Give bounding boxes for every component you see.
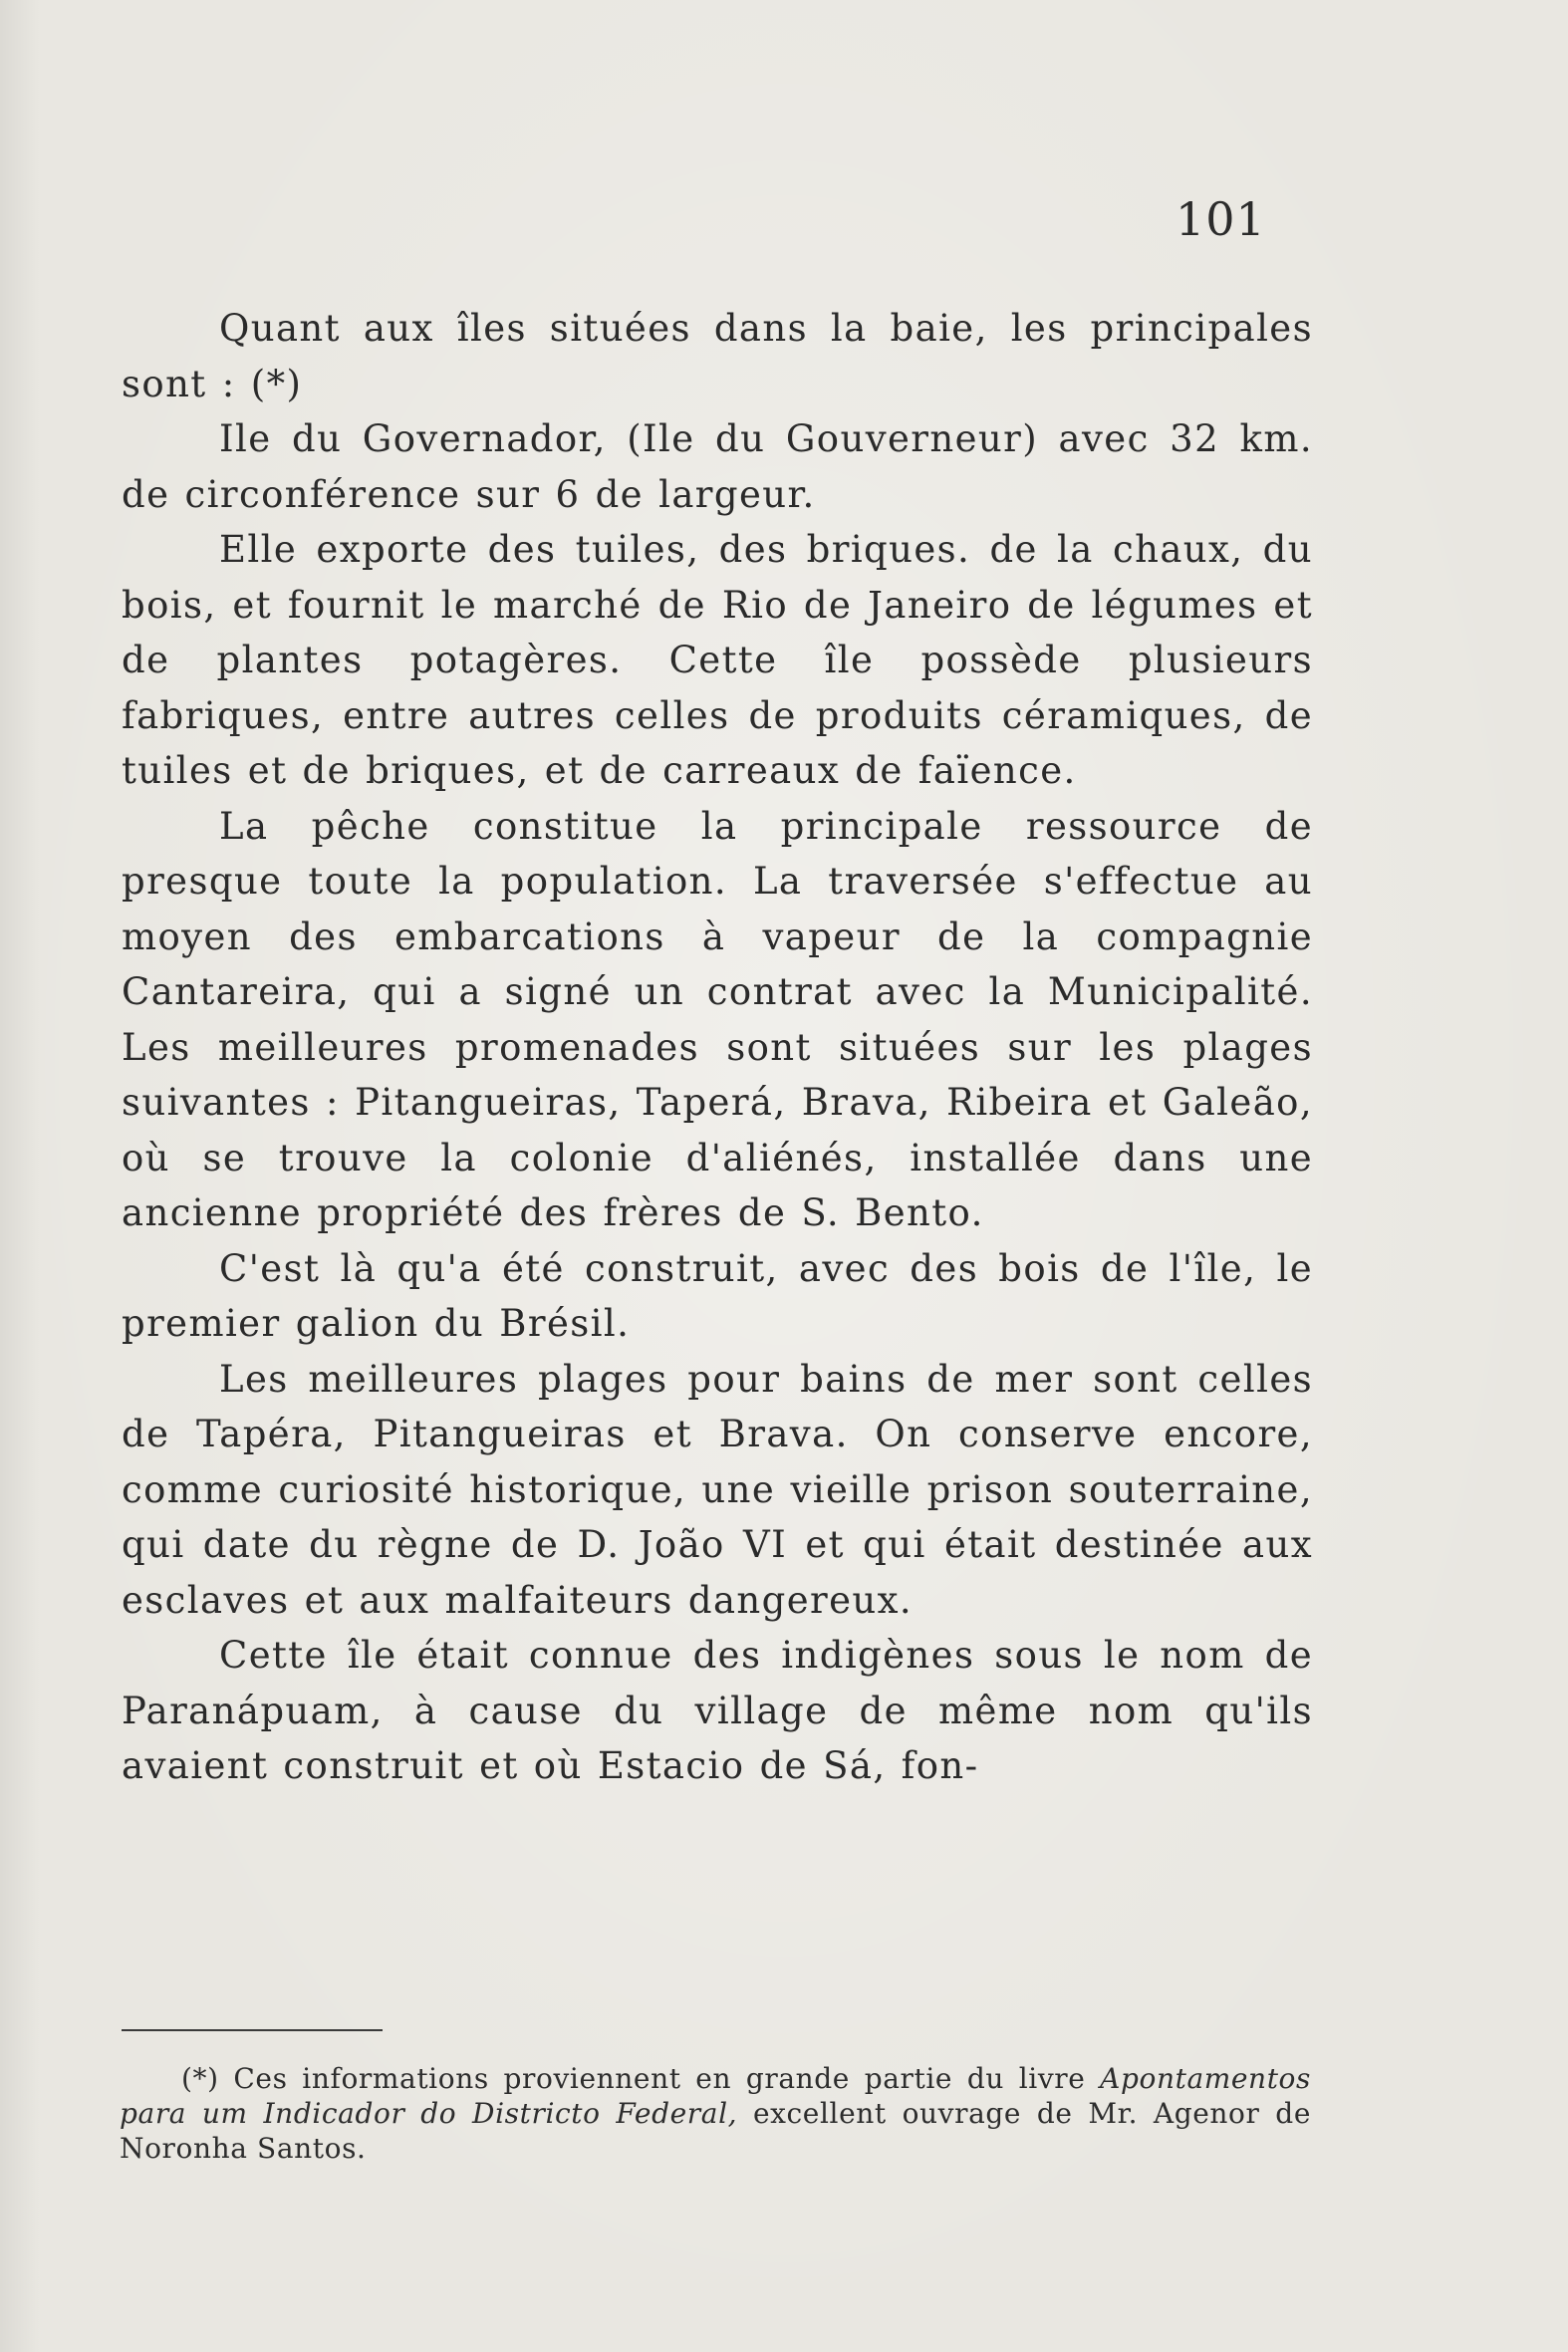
paragraph: Cette île était connue des indigènes sous le nom de Paranápuam, à cause du village de même nom qu'ils avaient construit et où Estacio de Sá, fon- [122,1634,1313,1787]
footnote-lead: (*) Ces informations proviennent en grande partie du livre [181,2062,1086,2095]
footnote-tail: excellent ouvrage de Mr. Agenor de Noronha Santos. [120,2097,1311,2165]
footnote-rule [122,2029,383,2031]
paragraph: Quant aux îles situées dans la baie, les principales sont : (*) [122,307,1313,405]
paragraph: Les meilleures plages pour bains de mer sont celles de Tapéra, Pitangueiras et Brava. On conserve encore, comme curiosité historique, une vieille prison souterraine, qui date du règne de D. João VI et qui était destinée aux esclaves et aux malfaiteurs dangereux. [122,1357,1313,1622]
paragraph: C'est là qu'a été construit, avec des bois de l'île, le premier galion du Brésil. [122,1246,1313,1345]
footnote [120,2061,1311,2166]
footnote-book-title: Apontamentos para um Indicador do Districto Federal, [120,2062,1311,2130]
body-text [122,301,1313,1794]
paragraph: La pêche constitue la principale ressource de presque toute la population. La traversée s'effectue au moyen des embarcations à vapeur de la compagnie Cantareira, qui a signé un contrat avec la Municipalité. Les meilleures promenades sont situées sur les plages suivantes : Pitangueiras, Taperá, Brava, Ribeira et Galeão, où se trouve la colonie d'aliénés, installée dans une ancienne propriété des frères de S. Bento. [122,804,1313,1234]
paragraph: Ile du Governador, (Ile du Gouverneur) avec 32 km. de circonférence sur 6 de largeur. [122,417,1313,516]
paragraph: Elle exporte des tuiles, des briques. de la chaux, du bois, et fournit le marché de Rio de Janeiro de légumes et de plantes potagères. Cette île possède plusieurs fabriques, entre autres celles de produits céramiques, de tuiles et de briques, et de carreaux de faïence. [122,528,1313,792]
page-number: 101 [1176,192,1266,246]
